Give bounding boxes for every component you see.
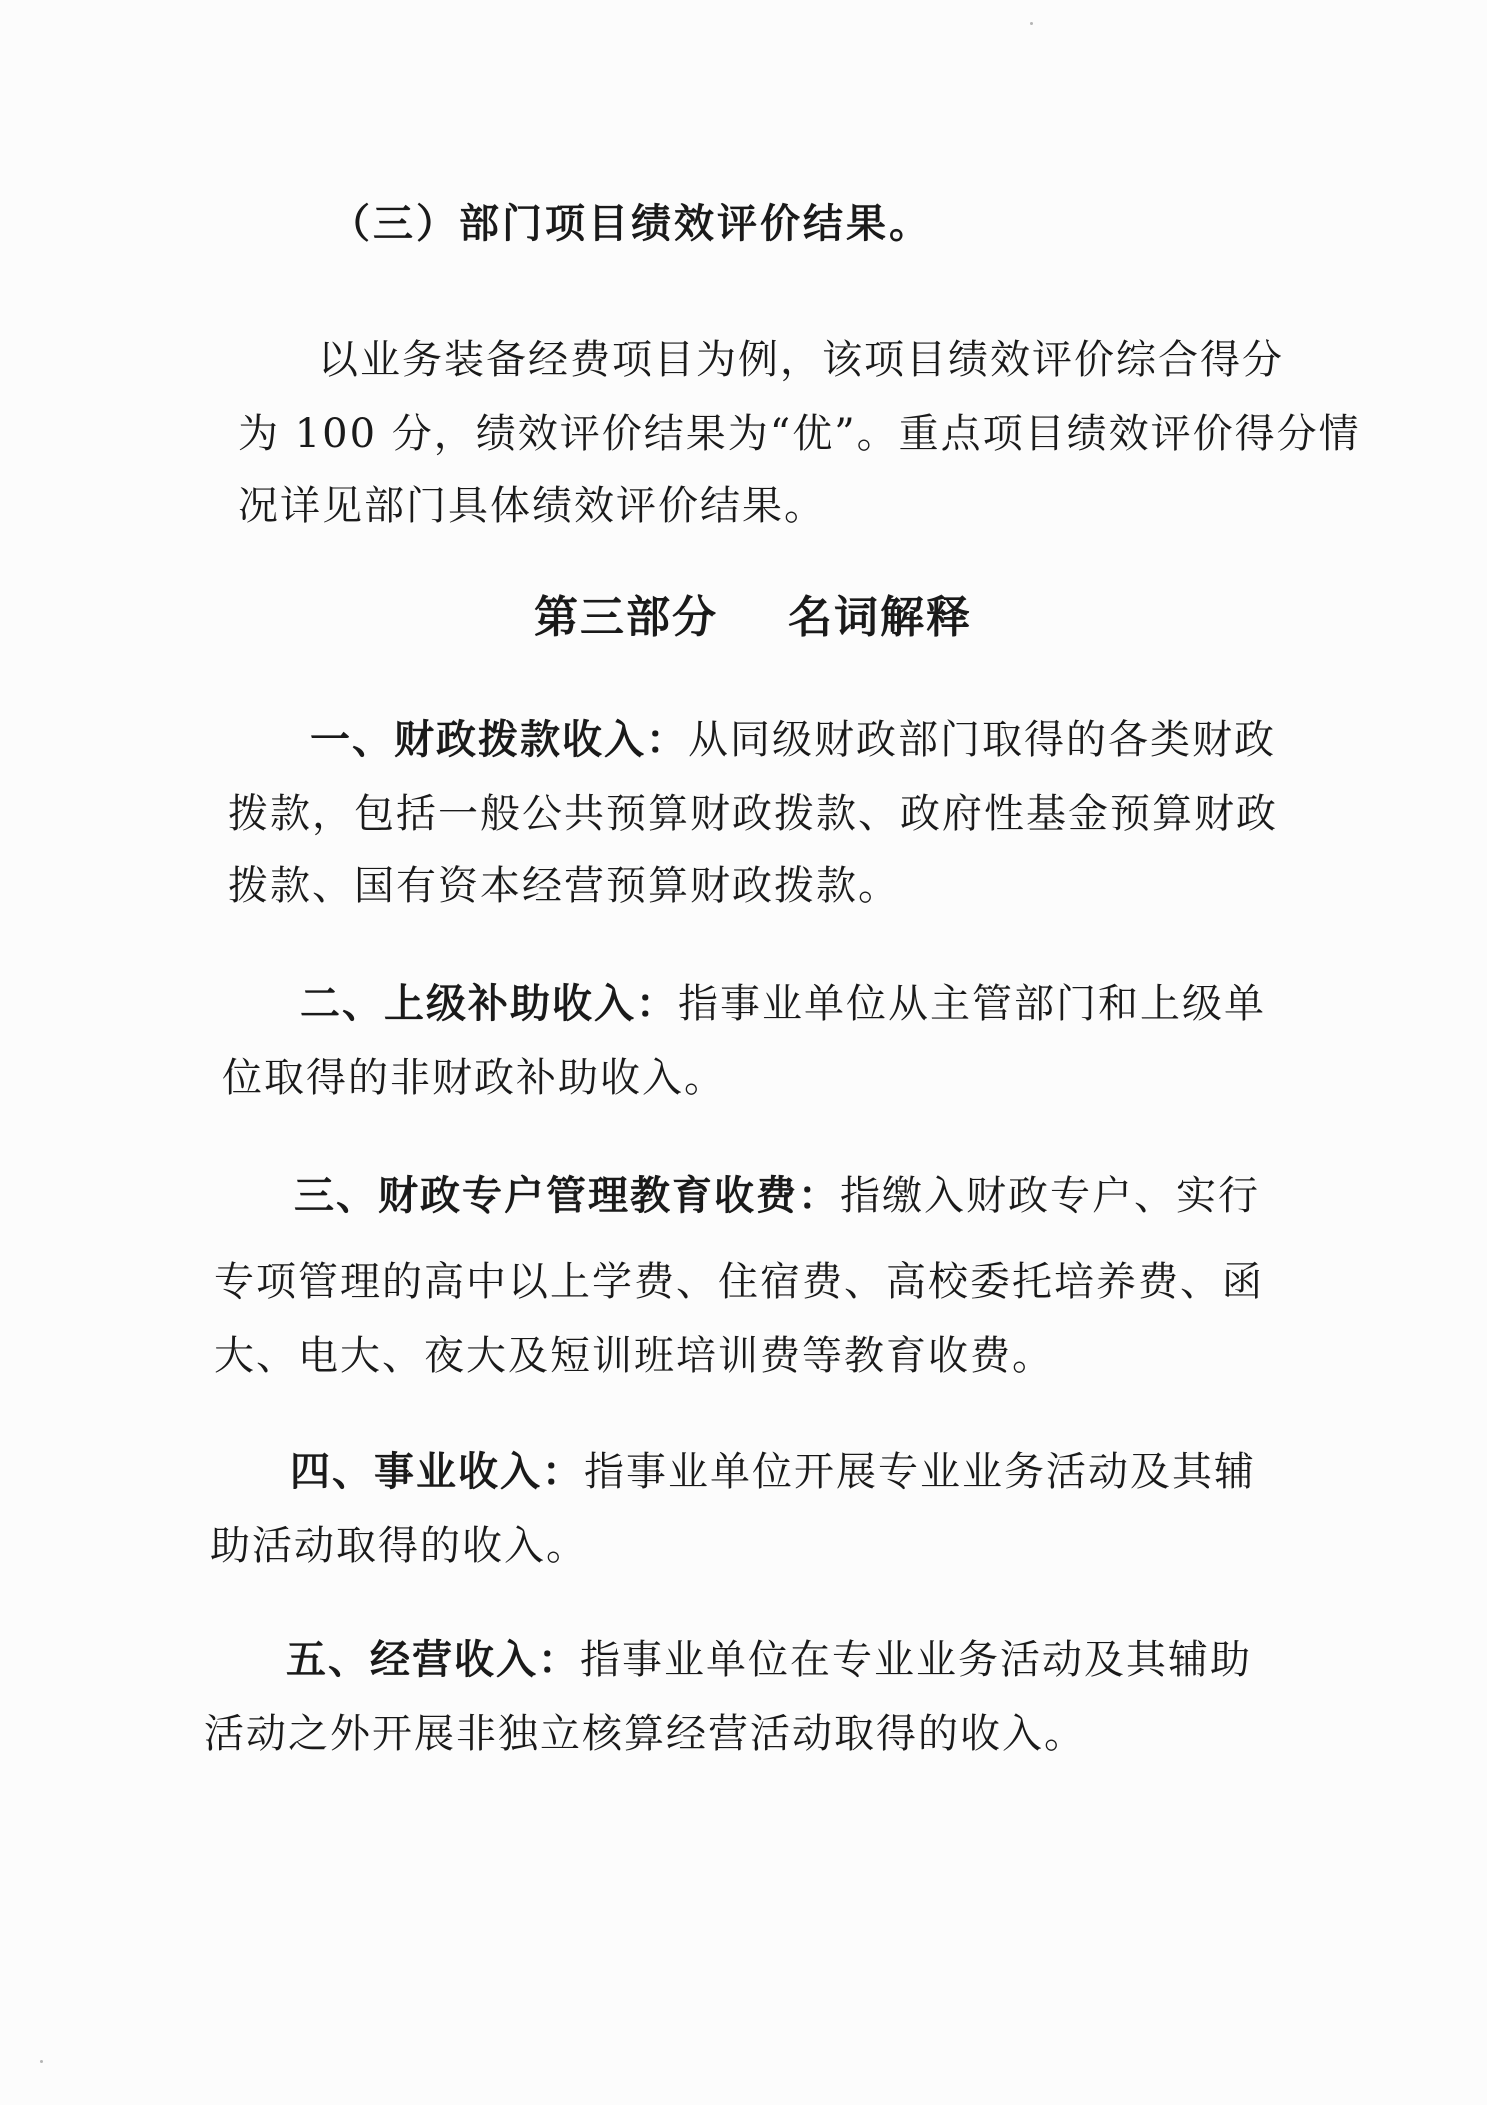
term-first-line: [300, 976, 1266, 1032]
scan-speck: [40, 2060, 43, 2063]
term-line: 专项管理的高中以上学费、住宿费、高校委托培养费、函: [214, 1259, 1264, 1305]
section-title: [534, 590, 972, 646]
term-first-line: [310, 712, 1276, 768]
term-definition: 指事业单位开展专业业务活动及其辅: [584, 1449, 1256, 1495]
term-label: 三、财政专户管理教育收费：: [294, 1172, 840, 1219]
section-title-name: 名词解释: [788, 592, 972, 643]
paragraph-line: 为 100 分，绩效评价结果为“优”。重点项目绩效评价得分情: [238, 411, 1361, 457]
term-line: 拨款，包括一般公共预算财政拨款、政府性基金预算财政: [228, 791, 1278, 837]
term-line: 大、电大、夜大及短训班培训费等教育收费。: [214, 1333, 1054, 1379]
term-first-line: [286, 1632, 1252, 1688]
term-definition: 指缴入财政专户、实行: [840, 1173, 1260, 1219]
subsection-heading: （三）部门项目绩效评价结果。: [330, 200, 932, 247]
term-label: 四、事业收入：: [290, 1448, 584, 1495]
term-line: 活动之外开展非独立核算经营活动取得的收入。: [204, 1711, 1086, 1757]
term-label: 二、上级补助收入：: [300, 980, 678, 1027]
scan-speck: [1030, 22, 1033, 25]
term-label: 五、经营收入：: [286, 1636, 580, 1683]
term-first-line: [294, 1168, 1260, 1224]
term-definition: 指事业单位在专业业务活动及其辅助: [580, 1637, 1252, 1683]
term-label: 一、财政拨款收入：: [310, 716, 688, 763]
paragraph-line: 以业务装备经费项目为例，该项目绩效评价综合得分: [318, 337, 1284, 383]
paragraph-line: 况详见部门具体绩效评价结果。: [238, 483, 826, 529]
term-line: 位取得的非财政补助收入。: [222, 1055, 726, 1101]
section-title-part: 第三部分: [534, 592, 718, 643]
term-line: 助活动取得的收入。: [210, 1523, 588, 1569]
term-definition: 指事业单位从主管部门和上级单: [678, 981, 1266, 1027]
term-line: 拨款、国有资本经营预算财政拨款。: [228, 863, 900, 909]
term-first-line: [290, 1444, 1256, 1500]
term-definition: 从同级财政部门取得的各类财政: [688, 717, 1276, 763]
